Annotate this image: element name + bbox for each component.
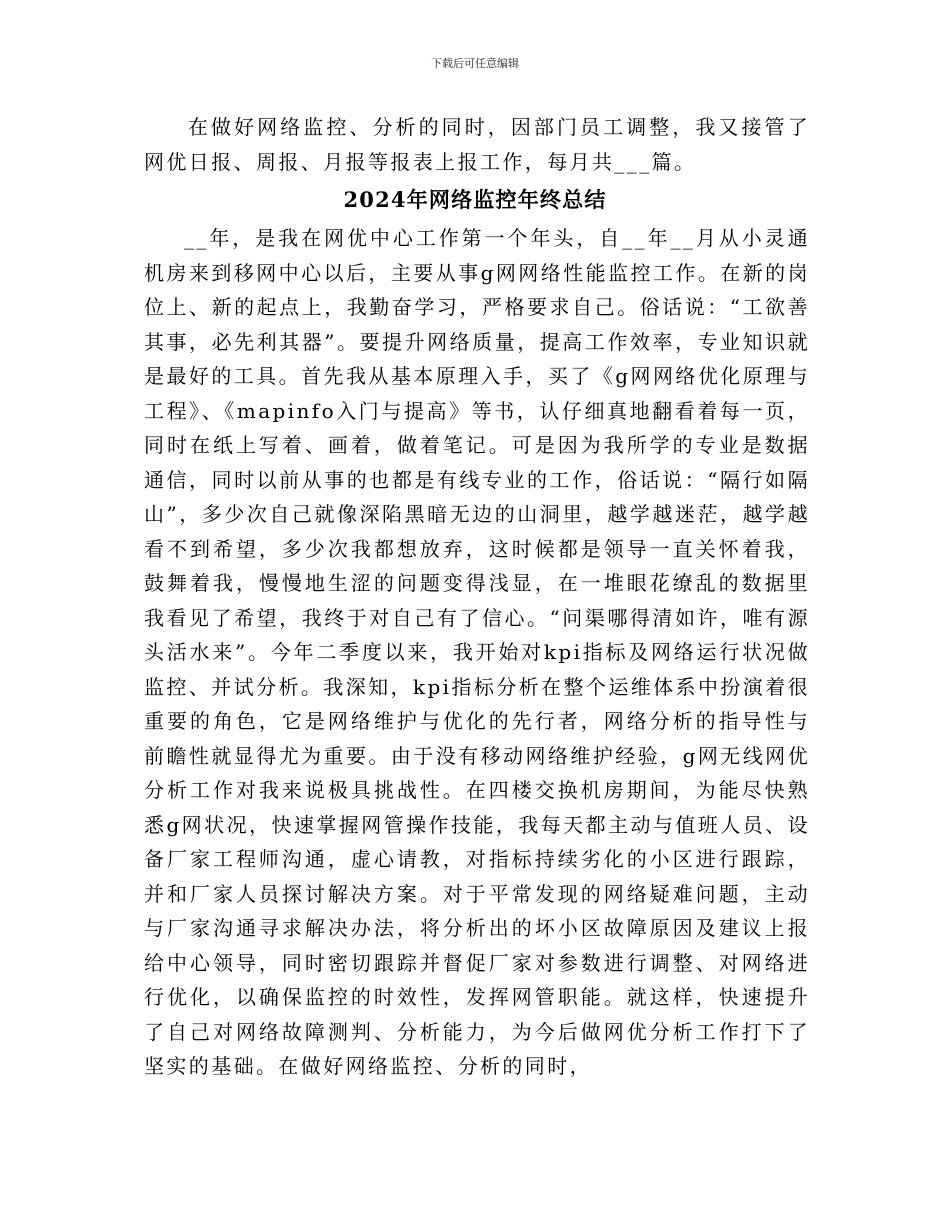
body-paragraph: __年，是我在网优中心工作第一个年头，自__年__月从小灵通机房来到移网中心以后，主要从事g网网络性能监控工作。在新的岗位上、新的起点上，我勤奋学习，严格要求自己。俗话说：“工欲善其事，必先利其器”。要提升网络质量，提高工作效率，专业知识就是最好的工具。首先我从基本原理入手，买了《g网网络优化原理与工程》、《mapinfo入门与提高》等书，认仔细真地翻看着每一页，同时在纸上写着、画着，做着笔记。可是因为我所学的专业是数据通信，同时以前从事的也都是有线专业的工作，俗话说：“隔行如隔山”，多少次自己就像深陷黑暗无边的山洞里，越学越迷茫，越学越看不到希望，多少次我都想放弃，这时候都是领导一直关怀着我，鼓舞着我，慢慢地生涩的问题变得浅显，在一堆眼花缭乱的数据里我看见了希望，我终于对自己有了信心。“问渠哪得清如许，唯有源头活水来”。今年二季度以来，我开始对kpi指标及网络运行状况做监控、并试分析。我深知，kpi指标分析在整个运维体系中扮演着很重要的角色，它是网络维护与优化的先行者，网络分析的指导性与前瞻性就显得尤为重要。由于没有移动网络维护经验，g网无线网优分析工作对我来说极具挑战性。在四楼交换机房期间，为能尽快熟悉g网状况，快速掌握网管操作技能，我每天都主动与值班人员、设备厂家工程师沟通，虚心请教，对指标持续劣化的小区进行跟踪，并和厂家人员探讨解决方案。对于平常发现的网络疑难问题，主动与厂家沟通寻求解决办法，将分析出的坏小区故障原因及建议上报给中心领导，同时密切跟踪并督促厂家对参数进行调整、对网络进行优化，以确保监控的时效性，发挥网管职能。就这样，快速提升了自己对网络故障测判、分析能力，为今后做网优分析工作打下了坚实的基础。在做好网络监控、分析的同时，	[144, 226, 810, 1078]
intro-paragraph: 在做好网络监控、分析的同时，因部门员工调整，我又接管了网优日报、周报、月报等报表上报工作，每月共___篇。	[144, 115, 810, 174]
header-note: 下载后可任意编辑	[431, 57, 519, 70]
document-title: 2024年网络监控年终总结	[343, 187, 607, 212]
